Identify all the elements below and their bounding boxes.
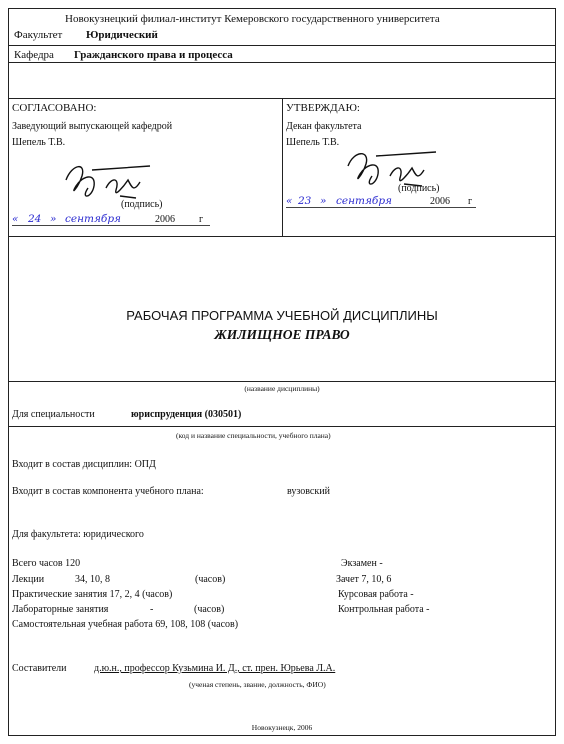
approval-left-date-close: » (50, 213, 57, 225)
faculty-line: Для факультета: юридического (12, 529, 144, 540)
city-year: Новокузнецк, 2006 (251, 723, 313, 732)
hours-self-study: Самостоятельная учебная работа 69, 108, 108 (часов) (12, 619, 239, 630)
approval-left-date-year: 2006 (155, 214, 175, 225)
discipline-caption: (название дисциплины) (244, 384, 320, 393)
part-of-component-label: Входит в состав компонента учебного плана: (12, 486, 204, 497)
approval-right-signature-caption: (подпись) (398, 183, 440, 194)
approval-left-heading: СОГЛАСОВАНО: (12, 102, 97, 114)
approval-right-date-day: 23 (298, 195, 312, 207)
approval-left-name: Шепель Т.В. (12, 137, 66, 148)
approvals-divider (282, 98, 283, 236)
rule-above-discipline-caption (8, 381, 556, 382)
approval-right-date-year: 2006 (430, 196, 450, 207)
hours-lectures-unit: (часов) (195, 574, 226, 585)
rule-under-specialty (8, 426, 556, 427)
authors-value: д.ю.н., профессор Кузьмина И. Д., ст. прен. Юрьева Л.А. (94, 663, 336, 674)
approval-right-position: Декан факультета (286, 121, 362, 132)
part-of-component-value: вузовский (287, 486, 330, 497)
approval-right-heading: УТВЕРЖДАЮ: (286, 102, 360, 114)
approval-left-signature (62, 158, 154, 204)
specialty-caption: (код и название специальности, учебного плана) (176, 431, 331, 440)
exam: Экзамен - (341, 558, 383, 569)
hours-lab-unit: (часов) (194, 604, 225, 615)
hours-lab-value: - (150, 604, 154, 615)
hours-lectures-label: Лекции (12, 574, 45, 585)
university-name: Новокузнецкий филиал-институт Кемеровского государственного университета (65, 13, 440, 25)
faculty-label: Факультет (14, 29, 63, 41)
approval-left-date-line (12, 225, 210, 226)
hours-total: Всего часов 120 (12, 558, 81, 569)
specialty-label: Для специальности (12, 409, 95, 420)
control-work: Контрольная работа - (338, 604, 430, 615)
specialty-value: юриспруденция (030501) (131, 409, 242, 420)
discipline-name: ЖИЛИЩНОЕ ПРАВО (214, 327, 350, 342)
authors-label: Составители (12, 663, 67, 674)
department-label: Кафедра (14, 49, 54, 61)
rule-under-department (8, 62, 556, 63)
approval-right-date-close: » (320, 195, 327, 207)
credit: Зачет 7, 10, 6 (336, 574, 392, 585)
approval-left-date-open: « (12, 213, 19, 225)
approval-left-position: Заведующий выпускающей кафедрой (12, 121, 173, 132)
approval-left-date-day: 24 (28, 213, 42, 225)
hours-lectures-value: 34, 10, 8 (75, 574, 110, 585)
rule-under-faculty (8, 45, 556, 46)
approval-right-year-suffix: г (468, 196, 473, 207)
approval-left-year-suffix: г (199, 214, 204, 225)
hours-practical: Практические занятия 17, 2, 4 (часов) (12, 589, 173, 600)
approval-right-date-line (286, 207, 476, 208)
approval-left-signature-caption: (подпись) (121, 199, 163, 210)
hours-lab-label: Лабораторные занятия (12, 604, 109, 615)
approval-right-name: Шепель Т.В. (286, 137, 340, 148)
coursework: Курсовая работа - (338, 589, 414, 600)
program-title: РАБОЧАЯ ПРОГРАММА УЧЕБНОЙ ДИСЦИПЛИНЫ (126, 308, 438, 323)
approval-right-date-open: « (286, 195, 293, 207)
department-name: Гражданского права и процесса (74, 49, 233, 61)
authors-caption: (ученая степень, звание, должность, ФИО) (189, 680, 326, 689)
part-of-disciplines: Входит в состав дисциплин: ОПД (12, 459, 156, 470)
faculty-name: Юридический (86, 29, 158, 41)
rule-under-approvals (8, 236, 556, 237)
approval-right-date-month: сентября (336, 195, 393, 207)
approval-left-date-month: сентября (65, 213, 122, 225)
